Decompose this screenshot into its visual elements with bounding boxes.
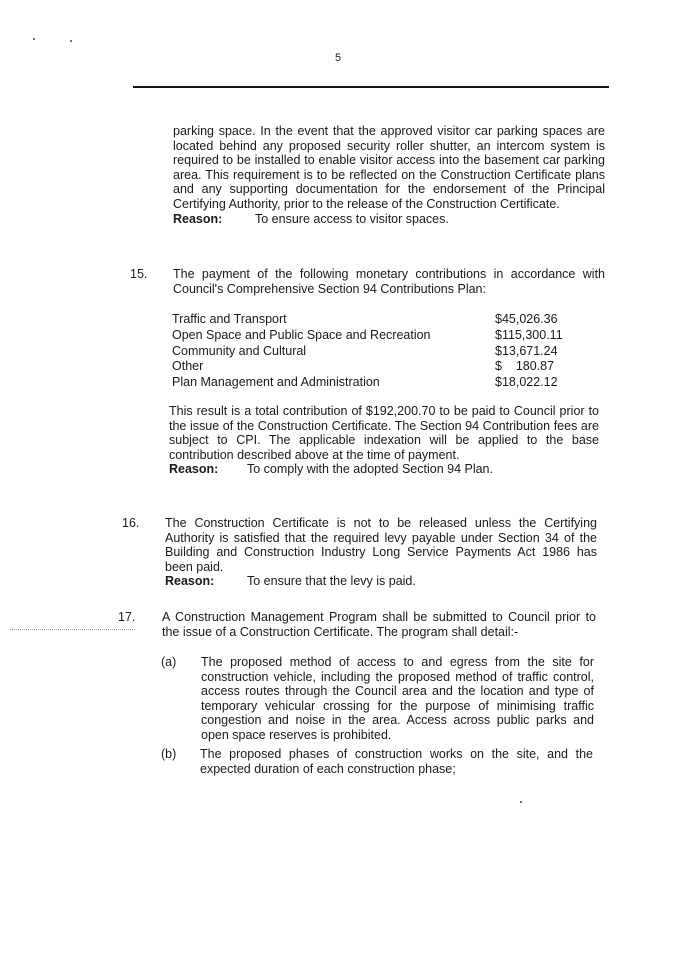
subitem-a-label: (a) xyxy=(161,655,177,669)
header-rule xyxy=(133,86,609,88)
contribution-label: Plan Management and Administration xyxy=(172,375,380,389)
margin-dotted-mark xyxy=(10,629,135,630)
contribution-amount: $ 180.87 xyxy=(495,359,555,373)
item-15-reason xyxy=(169,462,599,477)
contribution-row xyxy=(172,359,572,373)
item-15-total-paragraph xyxy=(169,404,599,477)
contribution-amount: $115,300.11 xyxy=(495,328,563,342)
contribution-label: Community and Cultural xyxy=(172,344,307,358)
contribution-label: Traffic and Transport xyxy=(172,312,287,326)
reason-text: To comply with the adopted Section 94 Plan. xyxy=(247,462,493,477)
item-15-number: 15. xyxy=(130,267,148,281)
subitem-b-text: The proposed phases of construction works on the site, and the expected duration of each construction phase; xyxy=(200,747,593,776)
reason-text: To ensure that the levy is paid. xyxy=(247,574,416,589)
contribution-label: Other xyxy=(172,359,204,373)
item-17-number: 17. xyxy=(118,610,136,624)
contribution-amount: $13,671.24 xyxy=(495,344,558,358)
reason-label: Reason: xyxy=(173,211,223,226)
page-number: 5 xyxy=(334,52,342,64)
reason-label: Reason: xyxy=(169,462,219,477)
item-16-reason xyxy=(165,574,597,589)
contribution-label: Open Space and Public Space and Recreation xyxy=(172,328,431,342)
continuation-text: parking space. In the event that the approved visitor car parking spaces are located behind any proposed security roller shutter, an intercom system is required to be installed to enable visitor access into the basement car parking area. This requirement is to be reflected on the Construction Certificate plans and any supporting documentation for the endorsement of the Principal Certifying Authority, prior to the release of the Construction Certificate. xyxy=(173,124,605,211)
item-16-number: 16. xyxy=(122,516,140,530)
scan-speck xyxy=(520,801,522,803)
item-16-text: The Construction Certificate is not to be released unless the Certifying Authority is satisfied that the required levy payable under Section 34 of the Building and Construction Industry Long Service Payments Act 1986 has been paid. xyxy=(165,516,597,574)
item-15-intro: The payment of the following monetary contributions in accordance with Council's Comprehensive Section 94 Contributions Plan: xyxy=(173,267,605,296)
reason-text: To ensure access to visitor spaces. xyxy=(255,211,449,226)
scan-speck xyxy=(33,38,35,40)
scan-speck xyxy=(70,40,72,42)
contribution-amount: $45,026.36 xyxy=(495,312,558,326)
reason-label: Reason: xyxy=(165,574,215,589)
item-17-text: A Construction Management Program shall be submitted to Council prior to the issue of a Construction Certificate. The program shall detail:- xyxy=(162,610,596,639)
contribution-row xyxy=(172,312,572,326)
total-text: This result is a total contribution of $192,200.70 to be paid to Council prior to the issue of the Construction Certificate. The Section 94 Contribution fees are subject to CPI. The applicable indexation will be applied to the base contribution described above at the time of payment. xyxy=(169,404,599,462)
contribution-row xyxy=(172,375,572,389)
contribution-row xyxy=(172,344,572,358)
continuation-reason xyxy=(173,212,605,227)
subitem-b-label: (b) xyxy=(161,747,177,761)
subitem-a-text: The proposed method of access to and egress from the site for construction vehicle, including the proposed method of traffic control, access routes through the Council area and the location and type of temporary vehicular crossing for the purpose of minimising traffic congestion and noise in the area. Access across public parks and open space reserves is prohibited. xyxy=(201,655,594,742)
continuation-paragraph xyxy=(173,124,605,226)
contribution-amount: $18,022.12 xyxy=(495,375,558,389)
contribution-row xyxy=(172,328,572,342)
item-16-paragraph xyxy=(165,516,597,589)
